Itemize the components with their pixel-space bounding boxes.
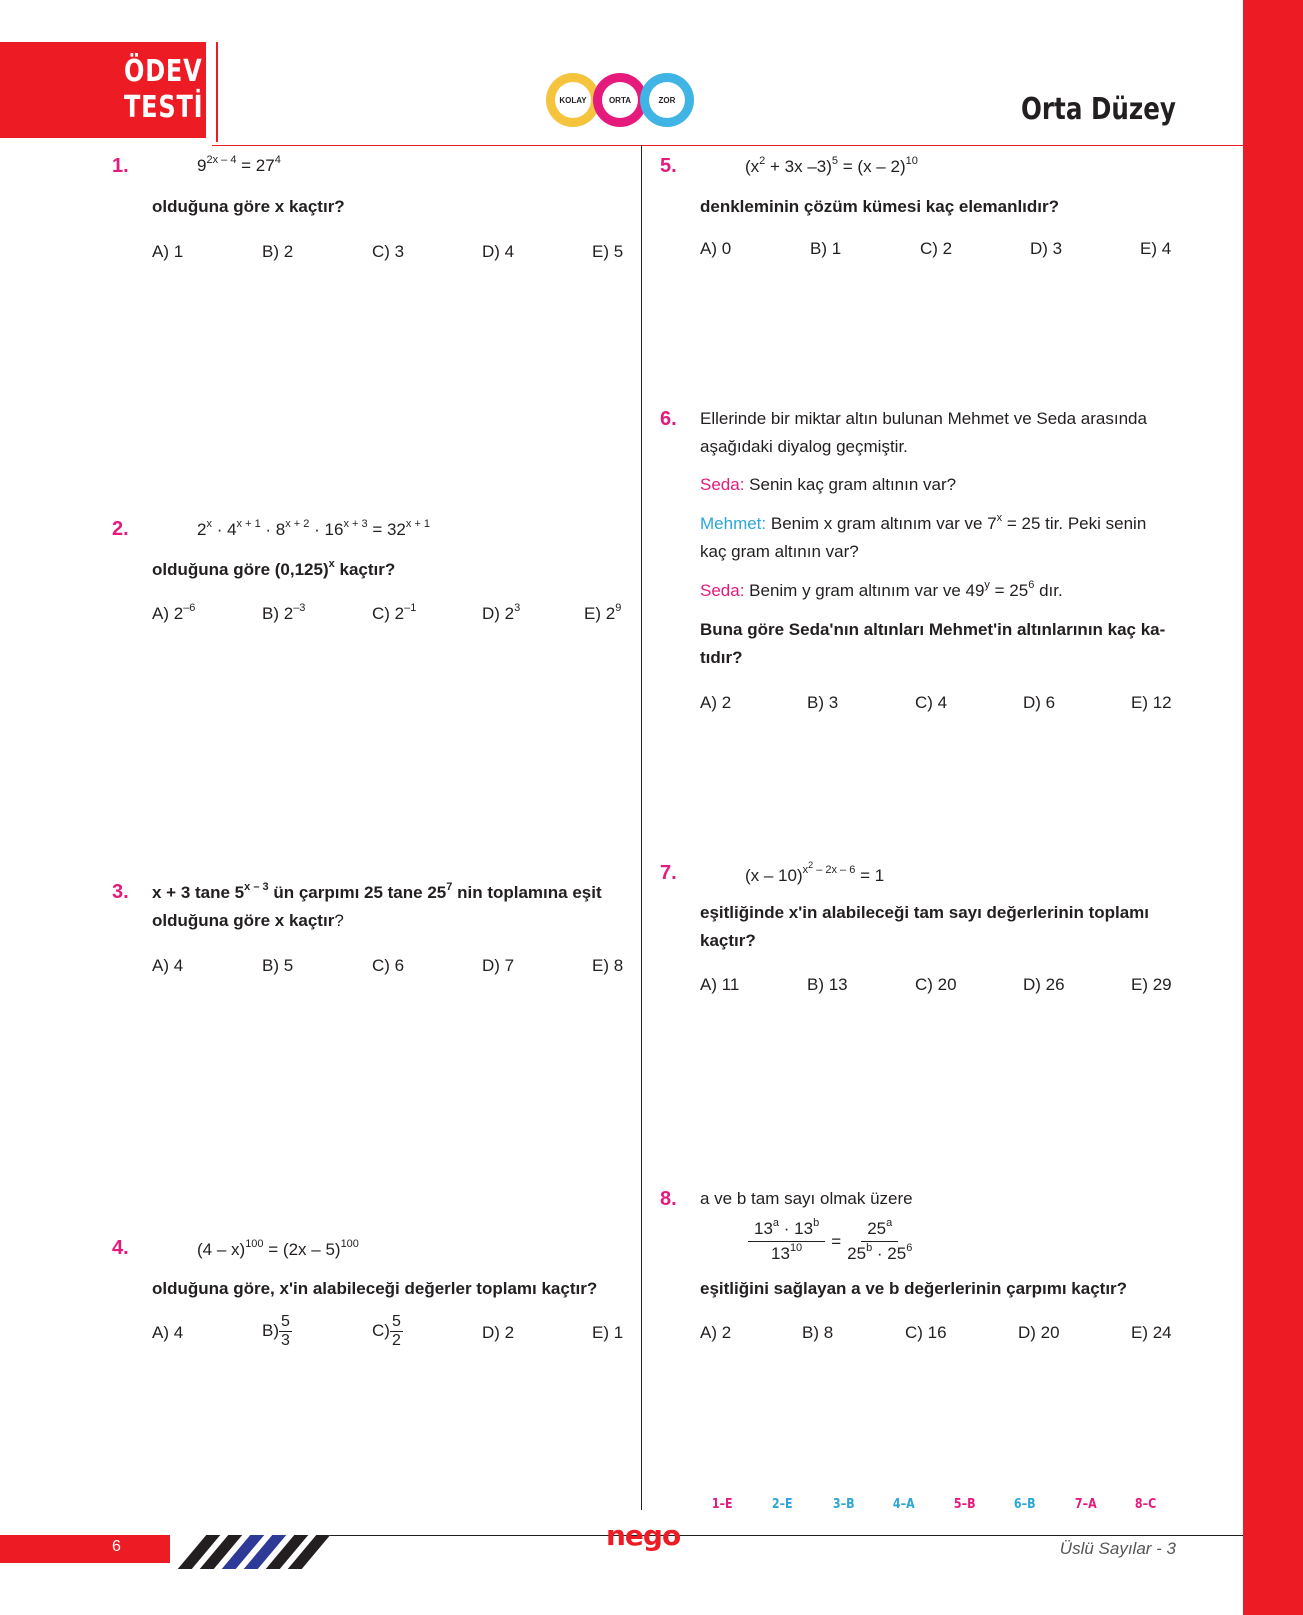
q2-option-c[interactable]: C) $2^{-1}$ [372, 602, 417, 623]
answer-7: 7–A [1074, 1497, 1097, 1512]
q3-option-a[interactable]: A) 4 [152, 956, 184, 975]
q2-option-d[interactable]: D) $2^3$ [482, 602, 521, 623]
q4-option-d[interactable]: D) 2 [482, 1323, 515, 1342]
column-divider [641, 145, 642, 1510]
question-7-stem-1: eşitliğinde x'in alabileceği tam sayı değerlerinin toplamı [700, 903, 1150, 922]
q3-option-c[interactable]: C) 6 [372, 956, 405, 975]
test-title [124, 54, 203, 126]
q8-option-b[interactable]: B) 8 [802, 1323, 834, 1342]
question-8-intro: a ve b tam sayı olmak üzere [700, 1189, 913, 1208]
answer-5: 5–B [953, 1497, 976, 1512]
question-5-number: 5. [660, 155, 677, 177]
question-8-stem: eşitliğini sağlayan a ve b değerlerinin çarpımı kaçtır? [700, 1279, 1128, 1298]
q5-option-b[interactable]: B) 1 [810, 239, 842, 258]
q5-option-d[interactable]: D) 3 [1030, 239, 1063, 258]
q3-option-d[interactable]: D) 7 [482, 956, 515, 975]
q2-option-b[interactable]: B) $2^{-3}$ [262, 602, 306, 623]
question-4-number: 4. [112, 1237, 129, 1259]
q6-option-e[interactable]: E) 12 [1131, 693, 1172, 712]
answer-8: 8–C [1134, 1497, 1157, 1512]
q4-option-e[interactable]: E) 1 [592, 1323, 624, 1342]
question-6-intro-2: aşağıdaki diyalog geçmiştir. [700, 437, 908, 456]
q6-option-a[interactable]: A) 2 [700, 693, 732, 712]
title-line-1: ÖDEV [124, 54, 203, 89]
q1-option-d[interactable]: D) 4 [482, 242, 515, 261]
question-4-equation: (4 – x)$^{100}$ = (2x – 5)$^{100}$ [197, 1238, 359, 1259]
question-5-stem: denkleminin çözüm kümesi kaç elemanlıdır? [700, 197, 1060, 216]
q5-option-a[interactable]: A) 0 [700, 239, 732, 258]
publisher-logo: nego [606, 1519, 681, 1552]
question-7-number: 7. [660, 862, 677, 884]
difficulty-easy-label: KOLAY [555, 82, 591, 118]
q6-option-c[interactable]: C) 4 [915, 693, 948, 712]
q3-option-e[interactable]: E) 8 [592, 956, 624, 975]
question-7-stem-2: kaçtır? [700, 931, 756, 950]
q7-option-d[interactable]: D) 26 [1023, 975, 1065, 994]
answer-4: 4–A [892, 1497, 915, 1512]
question-6-intro-1: Ellerinde bir miktar altın bulunan Mehmet ve Seda arasında [700, 409, 1147, 428]
question-2-stem: olduğuna göre $(0,125)^x$ kaçtır? [152, 558, 396, 579]
q1-option-e[interactable]: E) 5 [592, 242, 624, 261]
q5-option-c[interactable]: C) 2 [920, 239, 953, 258]
difficulty-hard-label: ZOR [649, 82, 685, 118]
q5-option-e[interactable]: E) 4 [1140, 239, 1172, 258]
q8-option-a[interactable]: A) 2 [700, 1323, 732, 1342]
q8-option-d[interactable]: D) 20 [1018, 1323, 1060, 1342]
answer-2: 2–E [771, 1497, 793, 1512]
page-number: 6 [112, 1538, 121, 1555]
right-red-bar [1243, 0, 1303, 1615]
q7-option-b[interactable]: B) 13 [807, 975, 848, 994]
question-8-number: 8. [660, 1188, 677, 1210]
question-1-stem: olduğuna göre x kaçtır? [152, 197, 345, 216]
q7-option-a[interactable]: A) 11 [700, 975, 740, 994]
answer-6: 6–B [1013, 1497, 1036, 1512]
q8-option-c[interactable]: C) 16 [905, 1323, 947, 1342]
header-rule [212, 145, 1243, 146]
footer-rule [330, 1535, 1243, 1536]
question-3-line-1: x + 3 tane 5$^{x - 3}$ ün çarpımı 25 tane $25^7$ nin toplamına eşit [152, 881, 602, 902]
difficulty-hard-icon [640, 73, 694, 127]
question-1-equation: $9^{2x - 4} = 27^4$ [197, 154, 281, 175]
answer-3: 3–B [832, 1497, 855, 1512]
question-6-number: 6. [660, 408, 677, 430]
title-line-2: TESTİ [124, 90, 204, 125]
q6-option-b[interactable]: B) 3 [807, 693, 839, 712]
answer-1: 1–E [711, 1497, 733, 1512]
q7-option-e[interactable]: E) 29 [1131, 975, 1172, 994]
header-vline [216, 42, 218, 142]
question-8-equation: $\frac{13^a \cdot 13^b}{13^{10}}$ = $\frac{25^a}{25^b \cdot 25^6}$ [748, 1217, 912, 1266]
question-6-stem-2: tıdır? [700, 648, 743, 667]
question-1-number: 1. [112, 155, 129, 177]
question-6-stem-1: Buna göre Seda'nın altınları Mehmet'in altınlarının kaç ka- [700, 620, 1166, 639]
q1-option-b[interactable]: B) 2 [262, 242, 294, 261]
level-label: Orta Düzey [1021, 92, 1176, 127]
dialog-mehmet-1: Mehmet: Benim x gram altınım var ve $7^x = 25$ tir. Peki senin [700, 512, 1147, 533]
question-3-line-2: olduğuna göre x kaçtır? [152, 911, 344, 930]
dialog-mehmet-2: kaç gram altının var? [700, 542, 859, 561]
question-2-equation: $2^x \cdot 4^{x + 1} \cdot 8^{x + 2} \cdot 16^{x + 3} = 32^{x + 1}$ [197, 518, 431, 539]
question-2-number: 2. [112, 518, 129, 540]
q7-option-c[interactable]: C) 20 [915, 975, 957, 994]
dialog-seda-1: Seda: Senin kaç gram altının var? [700, 475, 957, 494]
q3-option-b[interactable]: B) 5 [262, 956, 294, 975]
difficulty-medium-icon [593, 73, 647, 127]
q2-option-e[interactable]: E) $2^9$ [584, 602, 622, 623]
question-7-equation: (x – 10)$^{x^2 - 2x - 6}$ = 1 [745, 860, 885, 885]
q2-option-a[interactable]: A) $2^{-6}$ [152, 602, 196, 623]
q8-option-e[interactable]: E) 24 [1131, 1323, 1172, 1342]
dialog-seda-2: Seda: Benim y gram altınım var ve $49^y = 25^6$ dır. [700, 579, 1063, 600]
footer-title: Üslü Sayılar - 3 [1059, 1539, 1176, 1558]
q1-option-c[interactable]: C) 3 [372, 242, 405, 261]
difficulty-medium-label: ORTA [602, 82, 638, 118]
question-5-equation: ($x^2 + 3x$ –3)$^5$ = (x – 2)$^{10}$ [745, 155, 918, 176]
question-3-number: 3. [112, 881, 129, 903]
q4-option-a[interactable]: A) 4 [152, 1323, 184, 1342]
q6-option-d[interactable]: D) 6 [1023, 693, 1056, 712]
question-4-stem: olduğuna göre, x'in alabileceği değerler toplamı kaçtır? [152, 1279, 598, 1298]
footer-red-band [0, 1535, 170, 1563]
q4-option-c[interactable]: C) $\frac{5}{2}$ [372, 1313, 401, 1349]
q1-option-a[interactable]: A) 1 [152, 242, 184, 261]
q4-option-b[interactable]: B) $\frac{5}{3}$ [262, 1313, 290, 1349]
difficulty-easy-icon [546, 73, 600, 127]
